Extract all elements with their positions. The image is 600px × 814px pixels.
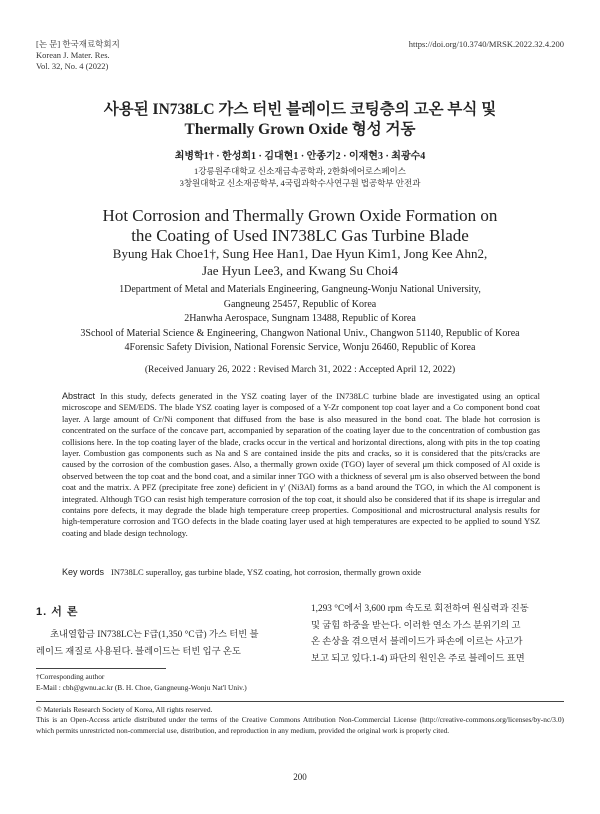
footnotes	[36, 672, 564, 736]
english-affiliation-line1: 1Department of Metal and Materials Engineering, Gangneung-Wonju National University,	[119, 284, 481, 295]
english-affiliation-line5: 4Forensic Safety Division, National Forensic Service, Wonju 26460, Republic of Korea	[124, 342, 476, 353]
corresponding-author: †Corresponding author	[36, 672, 105, 681]
section-heading-introduction: 1. 서 론	[36, 606, 79, 618]
english-title-line1: Hot Corrosion and Thermally Grown Oxide Formation on	[102, 206, 498, 225]
intro-left-line1: 초내열합금 IN738LC는 F급(1,350 °C급) 가스 터빈 블	[50, 630, 259, 640]
abstract-label: Abstract	[62, 391, 96, 401]
korean-affiliation-line2: 3창원대학교 신소재공학부, 4국립과학수사연구원 법공학부 안전과	[179, 178, 421, 188]
copyright-notice: © Materials Research Society of Korea, All rights reserved.	[36, 704, 213, 714]
intro-right-line2: 및 굽힘 하중을 받는다. 이러한 연소 가스 분위기의 고	[311, 620, 521, 631]
english-affiliation-line2: Gangneung 25457, Republic of Korea	[223, 298, 377, 310]
english-authors-line2: Jae Hyun Lee3, and Kwang Su Choi4	[201, 263, 399, 278]
journal-name: [논 문] 한국재료학회지	[36, 39, 120, 49]
received-dates: (Received January 26, 2022 : Revised March 31, 2022 : Accepted April 12, 2022)	[144, 365, 456, 375]
english-title-line2: the Coating of Used IN738LC Gas Turbine Blade	[131, 226, 469, 245]
page-number: 200	[293, 772, 307, 782]
korean-authors: 최병학1† · 한성희1 · 김대현1 · 안종기2 · 이재현3 · 최광수4	[174, 151, 426, 162]
english-affiliation-line4: 3School of Material Science & Engineering, Changwon National Univ., Changwon 51140, Republic of Korea	[80, 327, 520, 339]
keywords-text: IN738LC superalloy, gas turbine blade, YSZ coating, hot corrosion, thermally grown oxide	[111, 567, 422, 577]
journal-volume: Vol. 32, No. 4 (2022)	[36, 61, 109, 71]
license-notice: This is an Open-Access article distributed under the terms of the Creative Commons Attribution Non-Commercial License (http://creative-commons.org/licenses/by-nc/3.0) which permits unrestricted non-commercial use, distribution, and reproduction in any medium, provided the original work is properly cited.	[36, 715, 564, 735]
english-title	[0, 206, 600, 246]
korean-affiliations	[0, 165, 600, 189]
abstract-text: In this study, defects generated in the YSZ coating layer of the IN738LC turbine blade are investigated using an optical microscope and SEM/EDS. The blade YSZ coating layer is composed of a Y-Zr component top coat layer and a Co component bond coat layer. A large amount of Cr/Ni component that diffused from the base is also measured in the bond coat. The blade hot corrosion is concentrated on the surface of the concave part, accompanied by separation of the coating layer due to the concentration of combustion gas collisions here. In the top coating layer of the blade, cracks occur in the vertical and horizontal directions, along with pits in the top coating layer. Combustion gas components such as Na and S are contained inside the pits and cracks, so it is considered that the pits/cracks are caused by the corrosion of the combustion gases. Also, a thermally grown oxide (TGO) layer of several μm thick composed of Al oxide is observed between the top coat and the bond coat, and a similar inner TGO with a thickness of several μm is also observed between the bond coat and the matrix. A PFZ (precipitate free zone) deficient in γ′ (Ni3Al) forms as a band around the TGO, in which the Al component is integrated. Although TGO can resist high temperature corrosion of the top coat, it should also be considered that if its shape is irregular and contains pore defects, it may degrade the blade high temperature creep properties. Compositional and microstructural analysis results for high-temperature corrosion and TGO defects in the blade coating layer used at high temperatures are expected to be applied to sound YSZ coating and blade design technology.	[62, 391, 540, 538]
korean-title-line1: 사용된 IN738LC 가스 터빈 블레이드 코팅층의 고온 부식 및	[103, 101, 497, 118]
keywords-label: Key words	[62, 567, 105, 577]
corresponding-email[interactable]: E-Mail : cbh@gwnu.ac.kr (B. H. Choe, Gangneung-Wonju Nat'l Univ.)	[36, 682, 247, 692]
english-affiliations	[0, 283, 600, 356]
english-authors	[0, 245, 600, 279]
intro-left-column	[36, 627, 294, 660]
intro-right-column	[311, 601, 565, 667]
journal-name-en: Korean J. Mater. Res.	[36, 50, 110, 60]
english-authors-line1: Byung Hak Choe1†, Sung Hee Han1, Dae Hyun Kim1, Jong Kee Ahn2,	[112, 246, 488, 261]
korean-title-line2: Thermally Grown Oxide 형성 거동	[184, 121, 416, 138]
intro-right-line1: 1,293 °C에서 3,600 rpm 속도로 회전하여 원심력과 진동	[311, 604, 529, 614]
footnote-divider	[36, 668, 166, 669]
abstract	[62, 391, 540, 539]
doi-link[interactable]: https://doi.org/10.3740/MRSK.2022.32.4.200	[408, 39, 564, 49]
keywords	[62, 566, 540, 578]
footnote-divider-2	[36, 701, 564, 702]
intro-right-line4: 보고 되고 있다.1-4) 파단의 원인은 주로 블레이드 표면	[311, 653, 525, 664]
korean-affiliation-line1: 1강릉원주대학교 신소재금속공학과, 2한화에어로스페이스	[194, 166, 406, 176]
korean-title	[0, 100, 600, 140]
intro-left-line2: 레이드 재질로 사용된다. 블레이드는 터빈 입구 온도	[36, 646, 241, 657]
journal-header	[36, 39, 120, 72]
english-affiliation-line3: 2Hanwha Aerospace, Sungnam 13488, Republic of Korea	[184, 313, 416, 324]
intro-right-line3: 온 손상을 겪으면서 블레이드가 파손에 이르는 사고가	[311, 637, 523, 647]
